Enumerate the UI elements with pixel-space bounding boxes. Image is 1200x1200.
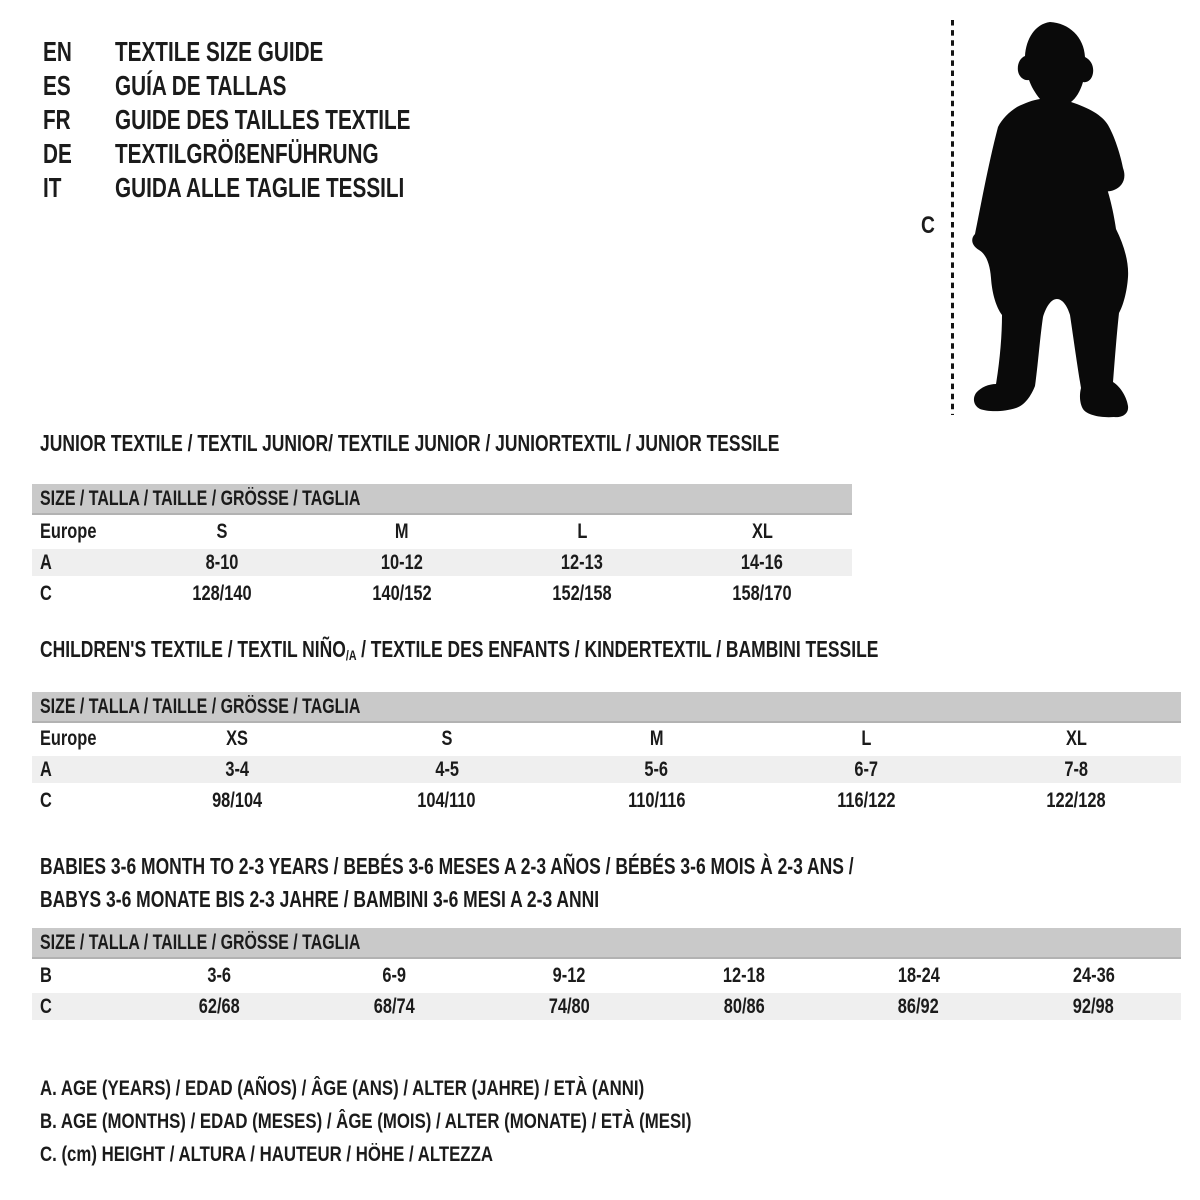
children-section-title: CHILDREN'S TEXTILE / TEXTIL NIÑO/A / TEXTILE DES ENFANTS / KINDERTEXTIL / BAMBINI TESSILE (40, 636, 879, 663)
height-cell: 122/128 (1046, 788, 1106, 812)
row-label: Europe (40, 726, 97, 750)
row-label: A (40, 757, 52, 781)
height-cell: 98/104 (211, 788, 262, 812)
height-cell: 68/74 (373, 994, 415, 1018)
height-cell: 62/68 (198, 994, 240, 1018)
age-cell: 7-8 (1064, 757, 1088, 781)
children-row-height (32, 785, 1181, 816)
age-cell: 24-36 (1072, 963, 1115, 987)
babies-row-age-months (32, 960, 1181, 991)
row-label: B (40, 963, 52, 987)
height-cell: 140/152 (372, 581, 432, 605)
language-row-de (43, 137, 514, 171)
size-cell: XS (225, 726, 248, 750)
age-cell: 14-16 (741, 550, 783, 574)
age-cell: 3-4 (225, 757, 249, 781)
junior-row-age (32, 547, 852, 578)
row-label: C (40, 994, 52, 1018)
size-cell: XL (1065, 726, 1087, 750)
row-label: A (40, 550, 52, 574)
age-cell: 6-9 (382, 963, 407, 987)
age-cell: 4-5 (434, 757, 459, 781)
babies-size-header-bar: SIZE / TALLA / TAILLE / GRÖSSE / TAGLIA (32, 928, 1181, 959)
height-cell: 80/86 (723, 994, 765, 1018)
measurement-legend (40, 1072, 854, 1171)
legend-line-a: A. AGE (YEARS) / EDAD (AÑOS) / ÂGE (ANS) / ALTER (JAHRE) / ETÀ (ANNI) (40, 1077, 645, 1100)
toddler-height-figure (950, 15, 1180, 420)
language-title-list (43, 35, 514, 205)
children-size-header-bar: SIZE / TALLA / TAILLE / GRÖSSE / TAGLIA (32, 692, 1181, 723)
size-cell: L (576, 519, 587, 543)
age-cell: 12-18 (722, 963, 765, 987)
children-row-age (32, 754, 1181, 785)
row-label: Europe (40, 519, 97, 543)
language-row-it (43, 171, 514, 205)
junior-section-title: JUNIOR TEXTILE / TEXTIL JUNIOR/ TEXTILE JUNIOR / JUNIORTEXTIL / JUNIOR TESSILE (40, 430, 780, 456)
row-label: C (40, 788, 52, 812)
height-cell: 128/140 (192, 581, 252, 605)
babies-row-height (32, 991, 1181, 1022)
age-cell: 10-12 (381, 550, 423, 574)
language-row-es (43, 69, 514, 103)
age-cell: 8-10 (205, 550, 239, 574)
size-cell: S (216, 519, 228, 543)
size-cell: S (441, 726, 453, 750)
row-label: C (40, 581, 52, 605)
height-cell: 86/92 (898, 994, 940, 1018)
age-cell: 3-6 (207, 963, 232, 987)
toddler-silhouette-icon (972, 22, 1128, 417)
guide-title-de: TEXTILGRÖßENFÜHRUNG (115, 138, 379, 169)
height-cell: 104/110 (417, 788, 476, 812)
age-cell: 18-24 (897, 963, 940, 987)
height-measure-label: C (921, 212, 935, 239)
babies-section-title: BABIES 3-6 MONTH TO 2-3 YEARS / BEBÉS 3-6 MESES A 2-3 AÑOS / BÉBÉS 3-6 MOIS À 2-3 ANS / BABYS 3-6 MONATE BIS 2-3 JAHRE / BAMBINI 3-6 MESI A 2-3 ANNI (40, 853, 854, 912)
age-cell: 9-12 (552, 963, 586, 987)
legend-line-c: C. (cm) HEIGHT / ALTURA / HAUTEUR / HÖHE / ALTEZZA (40, 1143, 493, 1166)
legend-line-b: B. AGE (MONTHS) / EDAD (MESES) / ÂGE (MOIS) / ALTER (MONATE) / ETÀ (MESI) (40, 1110, 692, 1133)
children-row-europe (32, 723, 1181, 754)
size-cell: M (395, 519, 409, 543)
height-cell: 92/98 (1073, 994, 1115, 1018)
height-cell: 110/116 (627, 788, 686, 812)
language-row-fr (43, 103, 514, 137)
language-code: DE (43, 138, 72, 169)
language-code: ES (43, 70, 71, 101)
junior-row-height (32, 578, 852, 609)
language-code: EN (43, 36, 72, 67)
age-cell: 12-13 (561, 550, 603, 574)
age-cell: 5-6 (644, 757, 669, 781)
age-cell: 6-7 (854, 757, 879, 781)
height-cell: 152/158 (552, 581, 612, 605)
guide-title-en: TEXTILE SIZE GUIDE (115, 36, 324, 67)
height-cell: 158/170 (732, 581, 792, 605)
size-cell: L (861, 726, 872, 750)
height-cell: 74/80 (548, 994, 590, 1018)
junior-row-europe (32, 516, 852, 547)
junior-size-header-bar: SIZE / TALLA / TAILLE / GRÖSSE / TAGLIA (32, 484, 852, 515)
guide-title-es: GUÍA DE TALLAS (115, 70, 287, 101)
guide-title-fr: GUIDE DES TAILLES TEXTILE (115, 104, 411, 135)
guide-title-it: GUIDA ALLE TAGLIE TESSILI (115, 172, 405, 203)
size-cell: M (649, 726, 664, 750)
language-code: IT (43, 172, 62, 203)
language-row-en (43, 35, 514, 69)
height-cell: 116/122 (837, 788, 896, 812)
size-cell: XL (751, 519, 773, 543)
language-code: FR (43, 104, 71, 135)
